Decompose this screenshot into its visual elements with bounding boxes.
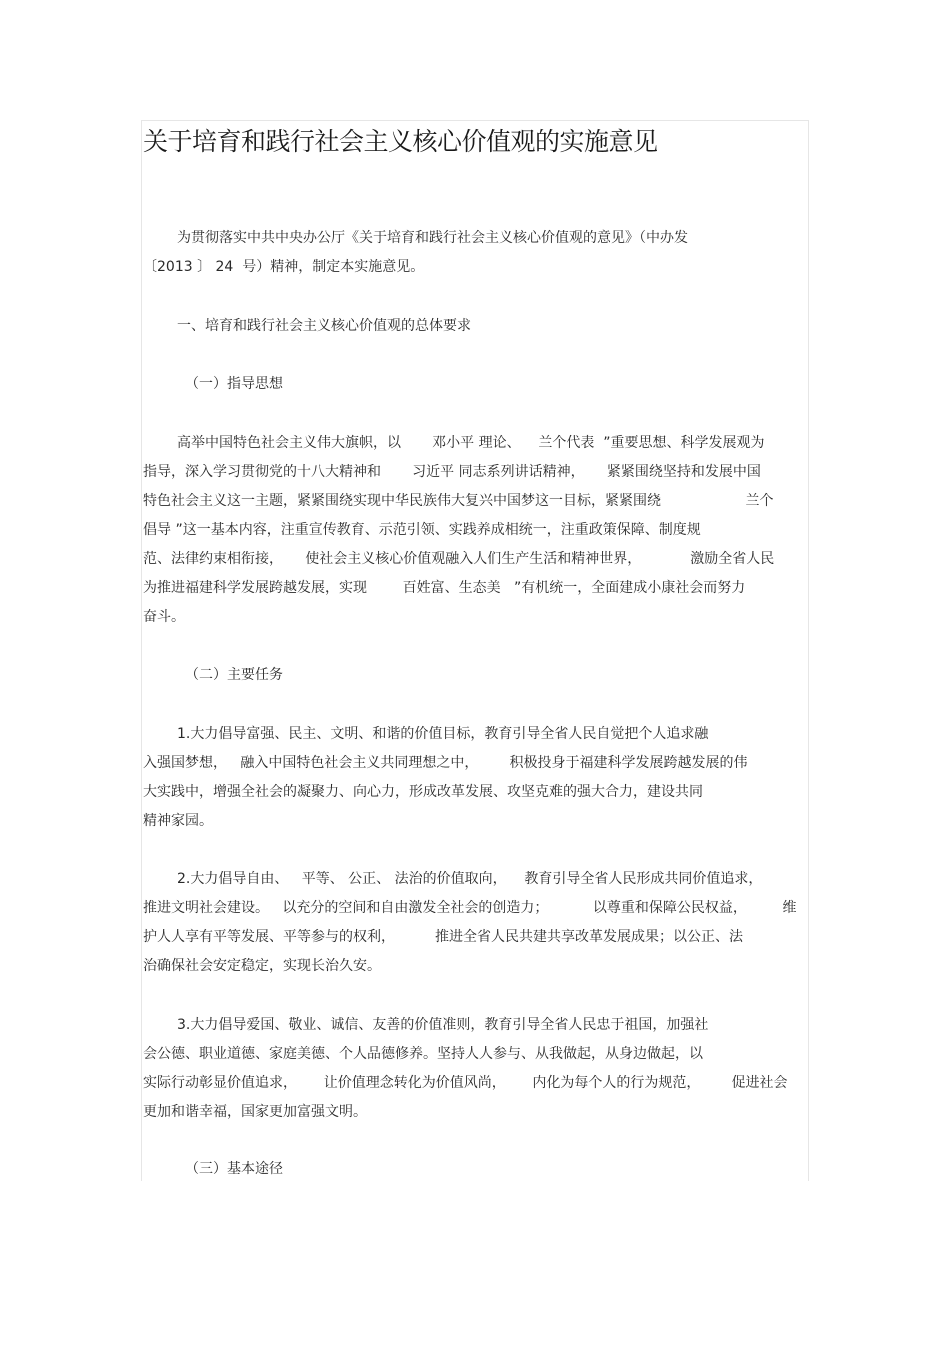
task-3-line-3: 实际行动彰显价值追求， 让价值理念转化为价值风尚， 内化为每个人的行为规范， 促进社会	[143, 1075, 788, 1091]
task-1-line-3: 大实践中，增强全社会的凝聚力、向心力，形成改革发展、攻坚克难的强大合力，建设共同	[143, 784, 703, 800]
intro-line-1: 为贯彻落实中共中央办公厅《关于培育和践行社会主义核心价值观的意见》（中办发	[177, 230, 688, 246]
intro-line-2: 〔2013 〕 24 号）精神，制定本实施意见。	[143, 259, 425, 275]
subsection-3-heading: （三）基本途径	[185, 1161, 283, 1177]
guiding-thought-line-5: 范、法律约束相衔接， 使社会主义核心价值观融入人们生产生活和精神世界， 激励全省人民	[143, 551, 775, 567]
task-2-line-3: 护人人享有平等发展、平等参与的权利， 推进全省人民共建共享改革发展成果；以公正、法	[143, 929, 744, 945]
guiding-thought-line-4: 倡导 ”这一基本内容，注重宣传教育、示范引领、实践养成相统一，注重政策保障、制度规	[143, 522, 701, 538]
task-2-line-1: 2.大力倡导自由、 平等、 公正、 法治的价值取向， 教育引导全省人民形成共同价值追求，	[177, 871, 763, 887]
guiding-thought-line-7: 奋斗。	[143, 609, 185, 625]
guiding-thought-line-3: 特色社会主义这一主题，紧紧围绕实现中华民族伟大复兴中国梦这一目标，紧紧围绕 兰个	[143, 493, 774, 509]
guiding-thought-line-2: 指导，深入学习贯彻党的十八大精神和 习近平 同志系列讲话精神， 紧紧围绕坚持和发展中国	[143, 464, 761, 480]
subsection-1-heading: （一）指导思想	[185, 376, 283, 392]
guiding-thought-line-1: 高举中国特色社会主义伟大旗帜，以 邓小平 理论、 兰个代表 ”重要思想、科学发展观为	[177, 435, 765, 451]
subsection-2-heading: （二）主要任务	[185, 667, 283, 683]
section-1-heading: 一、培育和践行社会主义核心价值观的总体要求	[177, 318, 471, 334]
guiding-thought-line-6: 为推进福建科学发展跨越发展，实现 百姓富、生态美 ”有机统一，全面建成小康社会而努力	[143, 580, 746, 596]
task-3-line-2: 会公德、职业道德、家庭美德、个人品德修养。坚持人人参与、从我做起，从身边做起，以	[143, 1046, 703, 1062]
task-3-line-4: 更加和谐幸福，国家更加富强文明。	[143, 1104, 367, 1120]
task-1-line-2: 入强国梦想， 融入中国特色社会主义共同理想之中， 积极投身于福建科学发展跨越发展的伟	[143, 755, 748, 771]
document-title: 关于培育和践行社会主义核心价值观的实施意见	[143, 127, 658, 156]
task-2-line-2: 推进文明社会建设。 以充分的空间和自由激发全社会的创造力； 以尊重和保障公民权益， 维	[143, 900, 797, 916]
task-3-line-1: 3.大力倡导爱国、敬业、诚信、友善的价值准则，教育引导全省人民忠于祖国，加强社	[177, 1017, 709, 1033]
task-1-line-4: 精神家园。	[143, 813, 213, 829]
task-2-line-4: 治确保社会安定稳定，实现长治久安。	[143, 958, 381, 974]
task-1-line-1: 1.大力倡导富强、民主、文明、和谐的价值目标，教育引导全省人民自觉把个人追求融	[177, 726, 709, 742]
